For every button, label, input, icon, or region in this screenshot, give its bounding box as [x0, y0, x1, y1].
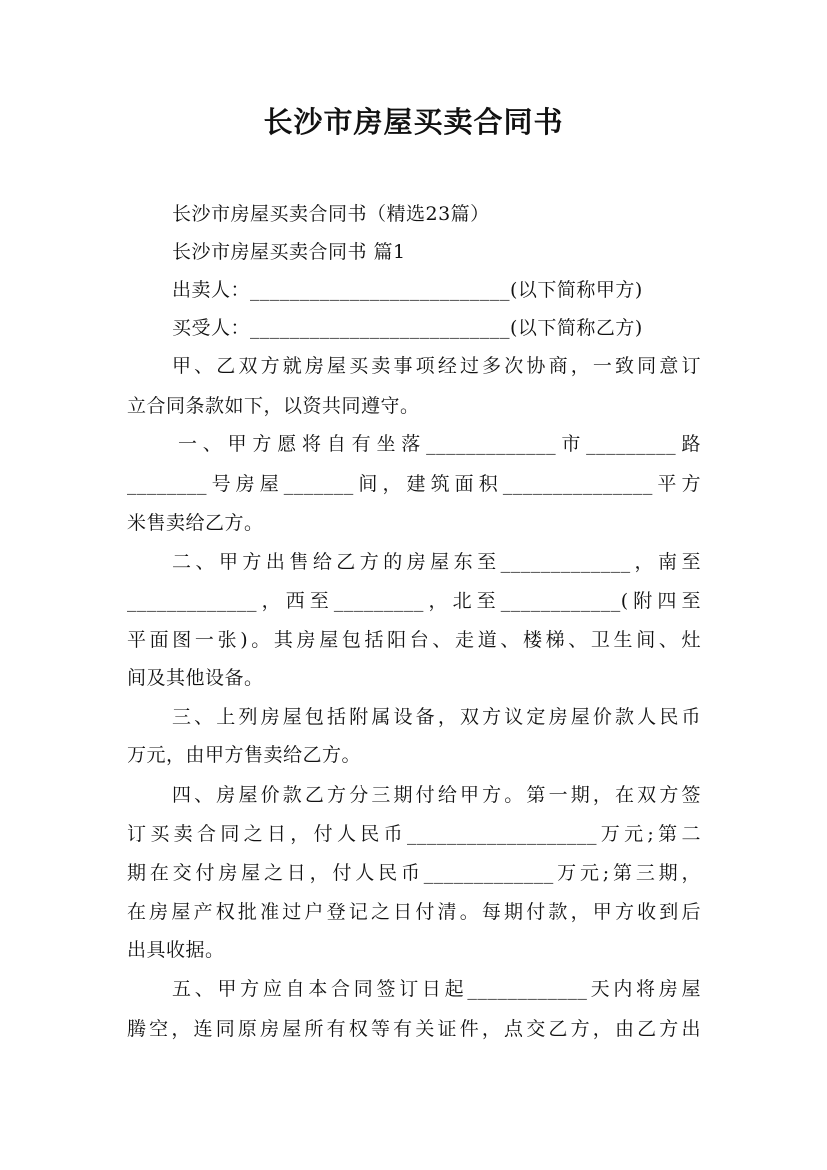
- doc-line-clause1-1: 一、甲方愿将自有坐落_____________市_________路: [178, 433, 701, 455]
- doc-line-clause4-2: 订买卖合同之日，付人民币___________________万元;第二: [127, 823, 701, 845]
- doc-line-preamble-1: 甲、乙双方就房屋买卖事项经过多次协商，一致同意订: [172, 355, 701, 377]
- doc-line-clause3-1: 三、上列房屋包括附属设备，双方议定房屋价款人民币: [172, 706, 701, 728]
- doc-line-clause5-1: 五、甲方应自本合同签订日起____________天内将房屋: [172, 978, 701, 1000]
- doc-line-clause2-2: _____________，西至_________，北至____________(附四至: [127, 590, 701, 612]
- doc-line-seller: 出卖人：__________________________(以下简称甲方): [172, 279, 643, 301]
- doc-line-clause4-5: 出具收据。: [127, 939, 225, 961]
- doc-line-clause2-4: 间及其他设备。: [127, 667, 264, 689]
- doc-line-clause1-3: 米售卖给乙方。: [127, 512, 264, 534]
- doc-line-buyer: 买受人：__________________________(以下简称乙方): [172, 317, 643, 339]
- document-title: 长沙市房屋买卖合同书: [263, 105, 564, 139]
- doc-line-section-heading: 长沙市房屋买卖合同书 篇1: [172, 241, 406, 263]
- doc-line-clause2-1: 二、甲方出售给乙方的房屋东至_____________，南至: [172, 551, 701, 573]
- doc-line-clause1-2: ________号房屋_______间，建筑面积_______________平方: [127, 473, 701, 495]
- doc-line-clause4-3: 期在交付房屋之日，付人民币_____________万元;第三期，: [127, 862, 701, 884]
- doc-line-subtitle: 长沙市房屋买卖合同书（精选23篇）: [172, 203, 490, 225]
- doc-line-preamble-2: 立合同条款如下，以资共同遵守。: [127, 395, 420, 417]
- doc-line-clause5-2: 腾空，连同原房屋所有权等有关证件，点交乙方，由乙方出: [127, 1018, 701, 1040]
- doc-line-clause2-3: 平面图一张)。其房屋包括阳台、走道、楼梯、卫生间、灶: [127, 629, 701, 651]
- doc-line-clause4-4: 在房屋产权批准过户登记之日付清。每期付款，甲方收到后: [127, 901, 701, 923]
- doc-line-clause3-2: 万元，由甲方售卖给乙方。: [127, 744, 362, 766]
- doc-line-clause4-1: 四、房屋价款乙方分三期付给甲方。第一期，在双方签: [172, 784, 701, 806]
